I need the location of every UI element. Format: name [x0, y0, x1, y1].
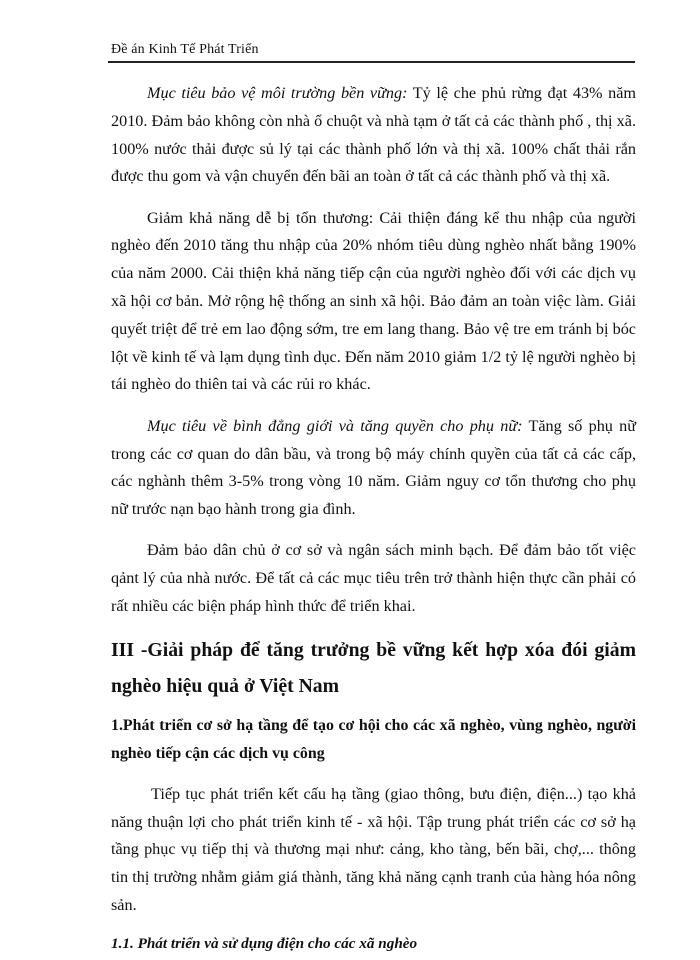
header-rule	[108, 61, 635, 63]
subsubsection-title: 1.1. Phát triển và sử dụng điện cho các xã nghèo	[111, 935, 418, 953]
paragraph-text: Tỷ lệ che phủ rừng đạt 43% năm 2010. Đảm bảo không còn nhà ổ chuột và nhà tạm ở tất cả các thành phố , thị xã. 100% nước thải được sủ lý tại các thành phố lớn và thị xã. 100% chất thải rắn được thu gom và vận chuyển đến bãi an toàn ở tất cả các thành phố và thị xã.	[111, 84, 636, 186]
section-title: III -Giải pháp để tăng trưởng bề vững kết hợp xóa đói giảm nghèo hiệu quả ở Việt Nam	[111, 639, 636, 697]
paragraph-text: Đảm bảo dân chủ ở cơ sở và ngân sách minh bạch. Để đảm bảo tốt việc qảnt lý của nhà nước. Để tất cả các mục tiêu trên trở thành hiện thực cần phải có rất nhiều các biện pháp hình thức để triển khai.	[111, 541, 636, 616]
paragraph-infrastructure	[111, 781, 636, 920]
page-header: Đề án Kinh Tế Phát Triển	[111, 42, 259, 57]
paragraph-vulnerability	[111, 205, 636, 400]
document-body	[111, 80, 636, 955]
paragraph-gender-equality	[111, 413, 636, 524]
paragraph-text: Giảm khả năng dễ bị tổn thương: Cải thiện đáng kể thu nhập của người nghèo đến 2010 tăng thu nhập của 20% nhóm tiêu dùng nghèo nhất bằng 190% của năm 2000. Cải thiện khả năng tiếp cận của người nghèo đối với các dịch vụ xã hội cơ bản. Mở rộng hệ thống an sinh xã hội. Bảo đảm an toàn việc làm. Giải quyết triệt để trẻ em lao động sớm, tre em lang thang. Bảo vệ tre em tránh bị bóc lột về kinh tế và lạm dụng tình dục. Đến năm 2010 giảm 1/2 tỷ lệ người nghèo bị tái nghèo do thiên tai và các rủi ro khác.	[111, 208, 636, 394]
paragraph-democracy-budget	[111, 537, 636, 620]
paragraph-text: Tăng số phụ nữ trong các cơ quan do dân bầu, và trong bộ máy chính quyền của tất cả các cấp, các nghành thêm 3-5% trong vòng 10 năm. Giảm nguy cơ tổn thương cho phụ nữ trước nạn bạo hành trong gia đình.	[111, 416, 636, 519]
paragraph-environment-goal	[111, 80, 636, 191]
subsection-title: 1.Phát triển cơ sở hạ tầng để tạo cơ hội cho các xã nghèo, vùng nghèo, người nghèo tiếp cận các dịch vụ công	[111, 717, 636, 763]
paragraph-lead: Mục tiêu bảo vệ môi trường bền vững:	[147, 84, 408, 102]
paragraph-text: Tiếp tục phát triển kết cấu hạ tầng (giao thông, bưu điện, điện...) tạo khả năng thuận lợi cho phát triển kinh tế - xã hội. Tập trung phát triển các cơ sở hạ tầng phục vụ tiếp thị và thương mại như: cảng, kho tàng, bến bãi, chợ,... thông tin thị trường nhằm giảm giá thành, tăng khả năng cạnh tranh của hàng hóa nông sản.	[111, 784, 636, 914]
paragraph-lead: Mục tiêu về bình đẳng giới và tăng quyền cho phụ nữ:	[147, 416, 523, 435]
